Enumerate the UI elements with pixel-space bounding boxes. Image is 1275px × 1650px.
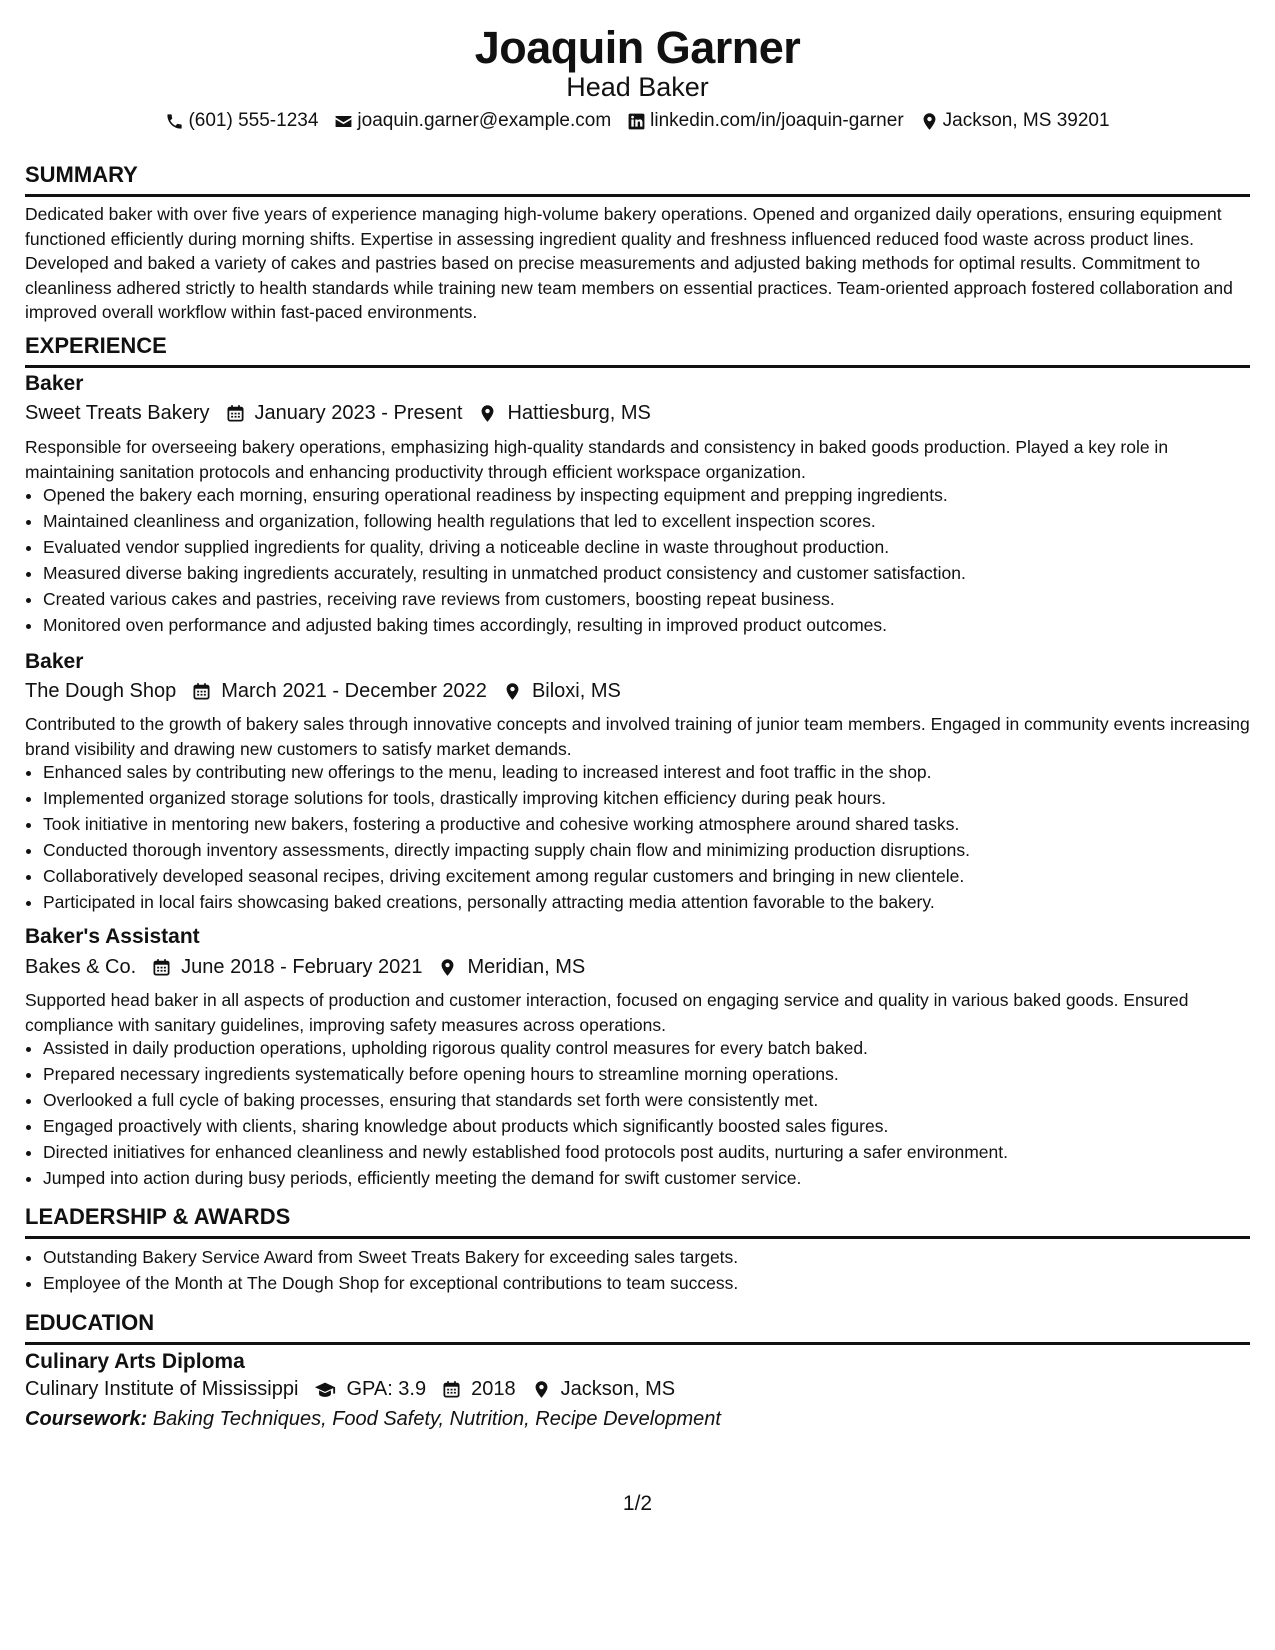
list-item: • Collaboratively developed seasonal recipes, driving excitement among regular customers and bringing in new clientele. [43,863,1253,889]
list-item: • Evaluated vendor supplied ingredients for quality, driving a noticeable decline in waste throughout production. [43,534,1253,560]
job-location: Meridian, MS [467,956,586,978]
page-number: 1/2 [622,1492,653,1515]
job-company: Bakes & Co. [25,956,137,978]
job-location: Hattiesburg, MS [507,402,651,424]
list-item: • Enhanced sales by contributing new offerings to the menu, leading to increased interest and foot traffic in the shop. [43,759,1253,785]
education-meta [25,1378,675,1401]
candidate-name: Joaquin Garner [474,22,801,73]
list-item: • Monitored oven performance and adjusted baking times accordingly, resulting in improved product outcomes. [43,612,1253,638]
list-item: • Participated in local fairs showcasing baked creations, personally attracting media attention favorable to the bakery. [43,889,1253,915]
coursework-text: Baking Techniques, Food Safety, Nutrition, Recipe Development [152,1408,721,1430]
job-dates: January 2023 - Present [254,402,463,424]
calendar-icon [192,682,211,701]
list-item: • Measured diverse baking ingredients accurately, resulting in unmatched product consistency and customer satisfaction. [43,560,1253,586]
list-item: • Took initiative in mentoring new bakers, fostering a productive and cohesive working atmosphere around shared tasks. [43,811,1253,837]
job-company: Sweet Treats Bakery [25,402,210,424]
contact-linkedin[interactable] [627,110,903,132]
job-meta [25,680,621,703]
education-year: 2018 [471,1378,516,1400]
calendar-icon [226,404,245,423]
education-heading: EDUCATION [25,1310,1250,1345]
gpa-text: GPA: 3.9 [346,1378,427,1400]
contact-location [920,110,1110,132]
job-location: Biloxi, MS [531,680,621,702]
summary-text: Dedicated baker with over five years of experience managing high-volume bakery operations. Opened and organized daily operations, ensuring equipment functioned efficiently during morning shifts. Expertise in assessing ingredient quality and freshness influenced reduced food waste across product lines. Developed and baked a variety of cakes and pastries based on precise measurements and adjusted baking methods for optimal results. Commitment to cleanliness adhered strictly to health standards while training new team members on essential practices. Team-oriented approach fostered collaboration and improved overall workflow within fast-paced environments. [25,204,1233,322]
list-item: • Employee of the Month at The Dough Shop for exceptional contributions to team success. [43,1270,1253,1296]
job-dates: June 2018 - February 2021 [181,956,423,978]
summary-heading: SUMMARY [25,162,1250,197]
job-title: Baker's Assistant [25,925,200,948]
list-item: • Created various cakes and pastries, receiving rave reviews from customers, boosting repeat business. [43,586,1253,612]
map-pin-icon [478,404,497,423]
job-description: Contributed to the growth of bakery sales through innovative concepts and involved training of junior team members. Engaged in community events increasing brand visibility and drawing new customers to satisfy market demands. [25,714,1250,759]
awards-list [25,1244,1253,1296]
job-title: Baker [25,372,84,395]
list-item: • Outstanding Bakery Service Award from Sweet Treats Bakery for exceeding sales targets. [43,1244,1253,1270]
job-bullets [25,1035,1253,1191]
contact-phone [165,110,318,132]
map-pin-icon [438,958,457,977]
school-name: Culinary Institute of Mississippi [25,1378,299,1400]
awards-heading: LEADERSHIP & AWARDS [25,1204,1250,1239]
coursework-line [25,1408,721,1431]
list-item: • Prepared necessary ingredients systematically before opening hours to streamline morning operations. [43,1061,1253,1087]
email-text[interactable]: joaquin.garner@example.com [357,110,612,131]
job-description: Responsible for overseeing bakery operations, emphasizing high-quality standards and consistency in baked goods production. Played a key role in maintaining sanitation protocols and enhancing productivity through efficient workspace organization. [25,437,1169,482]
phone-icon [165,112,184,131]
calendar-icon [152,958,171,977]
job-bullets [25,482,1253,638]
map-pin-icon [920,112,939,131]
map-pin-icon [532,1380,551,1399]
job-title: Baker [25,650,84,673]
location-text: Jackson, MS 39201 [942,110,1110,131]
education-location: Jackson, MS [560,1378,676,1400]
envelope-icon [334,112,353,131]
job-company: The Dough Shop [25,680,177,702]
list-item: • Directed initiatives for enhanced cleanliness and newly established food protocols post audits, nurturing a safer environment. [43,1139,1253,1165]
job-bullets [25,759,1253,915]
list-item: • Overlooked a full cycle of baking processes, ensuring that standards set forth were consistently met. [43,1087,1253,1113]
list-item: • Opened the bakery each morning, ensuring operational readiness by inspecting equipment and prepping ingredients. [43,482,1253,508]
job-dates: March 2021 - December 2022 [221,680,487,702]
list-item: • Jumped into action during busy periods, efficiently meeting the demand for swift customer service. [43,1165,1253,1191]
degree-title: Culinary Arts Diploma [25,1350,245,1373]
list-item: • Assisted in daily production operations, upholding rigorous quality control measures for every batch baked. [43,1035,1253,1061]
experience-heading: EXPERIENCE [25,333,1250,368]
list-item: • Conducted thorough inventory assessments, directly impacting supply chain flow and minimizing production disruptions. [43,837,1253,863]
map-pin-icon [503,682,522,701]
contact-email[interactable] [334,110,611,132]
list-item: • Implemented organized storage solutions for tools, drastically improving kitchen efficiency during peak hours. [43,785,1253,811]
contact-line [25,110,1250,132]
list-item: • Engaged proactively with clients, sharing knowledge about products which significantly boosted sales figures. [43,1113,1253,1139]
linkedin-icon [627,112,646,131]
coursework-label: Coursework: [25,1408,148,1430]
phone-text: (601) 555-1234 [188,110,319,131]
job-description: Supported head baker in all aspects of production and customer interaction, focused on engaging service and quality in various baked goods. Ensured compliance with sanitary guidelines, improving safety measures across operations. [25,990,1189,1035]
job-meta [25,402,651,425]
job-meta [25,956,585,979]
graduation-cap-icon [314,1379,336,1401]
calendar-icon [442,1380,461,1399]
linkedin-text[interactable]: linkedin.com/in/joaquin-garner [650,110,904,131]
candidate-headline: Head Baker [566,72,709,102]
list-item: • Maintained cleanliness and organization, following health regulations that led to excellent inspection scores. [43,508,1253,534]
